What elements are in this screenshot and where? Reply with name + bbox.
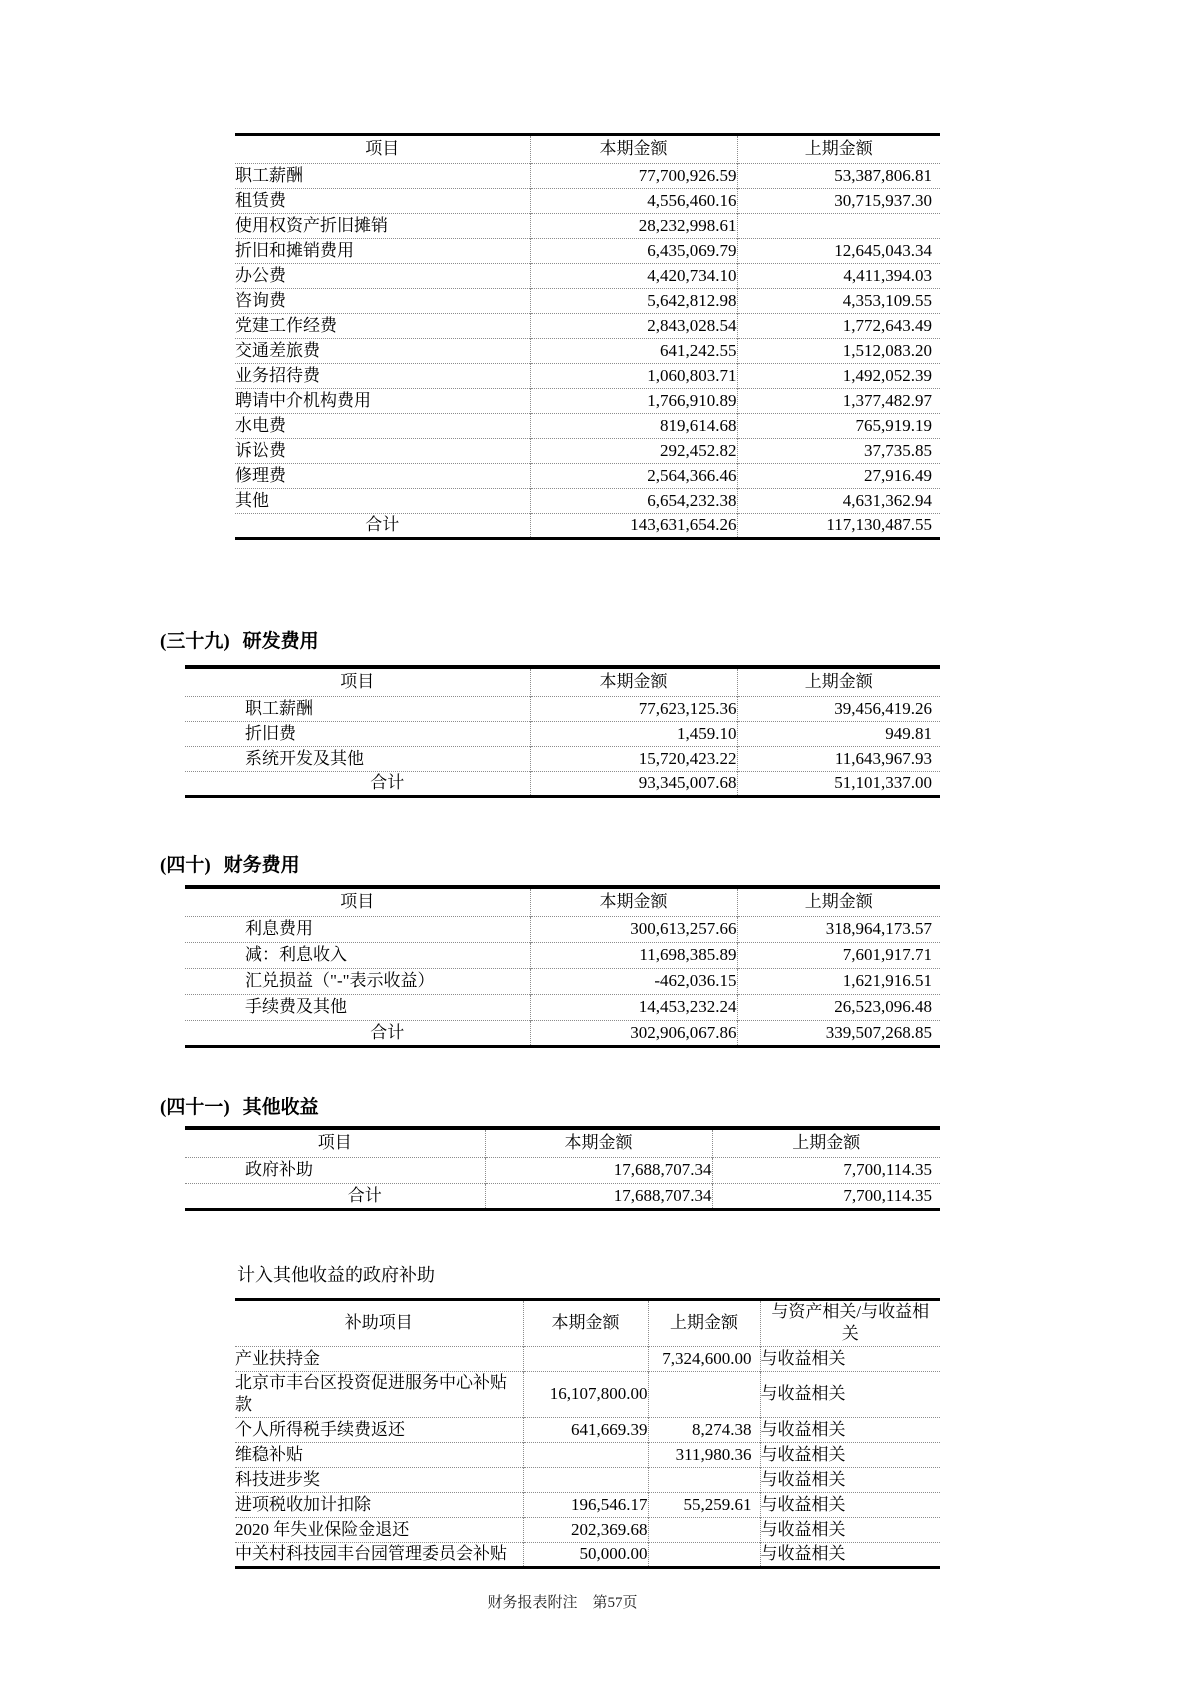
table-row: [235, 1371, 940, 1417]
row-item-label: 业务招待费: [235, 364, 530, 389]
row-item-label: 利息费用: [185, 917, 530, 943]
expense-items-table: [235, 133, 940, 540]
row-item-label: 折旧和摊销费用: [235, 239, 530, 264]
rnd-expenses-table: [185, 669, 940, 798]
total-label: 合计: [185, 772, 530, 797]
row-prior-amount: [737, 214, 940, 239]
row-relation-label: 与收益相关: [760, 1371, 940, 1417]
total-label: 合计: [185, 1184, 485, 1210]
table-row: [235, 314, 940, 339]
total-current-amount: 17,688,707.34: [485, 1184, 712, 1210]
row-current-amount: 202,369.68: [523, 1517, 648, 1542]
table-row: [235, 164, 940, 189]
col-header-item: 项目: [340, 672, 375, 692]
row-prior-amount: [648, 1517, 760, 1542]
row-current-amount: 1,459.10: [530, 722, 737, 747]
row-prior-amount: [648, 1542, 760, 1567]
col-header-item: 项目: [317, 1133, 352, 1153]
row-prior-amount: 26,523,096.48: [737, 995, 940, 1021]
row-prior-amount: 311,980.36: [648, 1442, 760, 1467]
table-row: [235, 364, 940, 389]
table-row: [185, 917, 940, 943]
table-row: [235, 1517, 940, 1542]
row-prior-amount: 1,512,083.20: [737, 339, 940, 364]
row-prior-amount: 37,735.85: [737, 439, 940, 464]
row-item-label: 折旧费: [185, 722, 530, 747]
table-row: [235, 214, 940, 239]
row-item-label: 职工薪酬: [235, 164, 530, 189]
row-prior-amount: [648, 1371, 760, 1417]
row-relation-label: 与收益相关: [760, 1442, 940, 1467]
row-item-label: 党建工作经费: [235, 314, 530, 339]
row-current-amount: [523, 1442, 648, 1467]
row-prior-amount: 27,916.49: [737, 464, 940, 489]
table-row: [235, 189, 940, 214]
table-row: [185, 722, 940, 747]
other-income-table: [185, 1130, 940, 1211]
table-row: [235, 439, 940, 464]
table-row: [235, 1417, 940, 1442]
col-header-prior-amount: 上期金额: [737, 135, 940, 164]
table-row: [235, 464, 940, 489]
row-prior-amount: 4,631,362.94: [737, 489, 940, 514]
total-prior-amount: 51,101,337.00: [737, 772, 940, 797]
row-current-amount: 2,564,366.46: [530, 464, 737, 489]
row-current-amount: 14,453,232.24: [530, 995, 737, 1021]
row-item-label: 聘请中介机构费用: [235, 389, 530, 414]
table-header-row: [235, 1300, 940, 1347]
table-row: [185, 969, 940, 995]
total-prior-amount: 339,507,268.85: [737, 1021, 940, 1047]
table-row: [235, 1492, 940, 1517]
table-row: [185, 943, 940, 969]
row-item-label: 修理费: [235, 464, 530, 489]
col-header-prior-amount: 上期金额: [737, 889, 940, 917]
page-footer: 财务报表附注 第57页: [487, 1594, 638, 1611]
row-current-amount: 6,654,232.38: [530, 489, 737, 514]
row-current-amount: 15,720,423.22: [530, 747, 737, 772]
row-subsidy-item-label: 中关村科技园丰台园管理委员会补贴: [235, 1542, 523, 1567]
row-relation-label: 与收益相关: [760, 1517, 940, 1542]
row-current-amount: 28,232,998.61: [530, 214, 737, 239]
row-prior-amount: 8,274.38: [648, 1417, 760, 1442]
table-header-row: [185, 889, 940, 917]
row-current-amount: 11,698,385.89: [530, 943, 737, 969]
row-prior-amount: 4,353,109.55: [737, 289, 940, 314]
row-subsidy-item-label: 个人所得税手续费返还: [235, 1417, 523, 1442]
total-label: 合计: [185, 1021, 530, 1047]
row-current-amount: 6,435,069.79: [530, 239, 737, 264]
row-current-amount: 641,669.39: [523, 1417, 648, 1442]
table-row: [235, 1442, 940, 1467]
row-current-amount: [523, 1467, 648, 1492]
row-item-label: 汇兑损益（"-"表示收益）: [185, 969, 530, 995]
row-item-label: 使用权资产折旧摊销: [235, 214, 530, 239]
total-row: [185, 1184, 940, 1210]
row-item-label: 减：利息收入: [185, 943, 530, 969]
row-prior-amount: 318,964,173.57: [737, 917, 940, 943]
row-current-amount: 77,700,926.59: [530, 164, 737, 189]
row-subsidy-item-label: 维稳补贴: [235, 1442, 523, 1467]
total-row: [185, 1021, 940, 1047]
row-current-amount: 77,623,125.36: [530, 697, 737, 722]
total-row: [235, 514, 940, 539]
row-prior-amount: 7,700,114.35: [712, 1158, 940, 1184]
table-row: [185, 1158, 940, 1184]
row-item-label: 诉讼费: [235, 439, 530, 464]
total-current-amount: 302,906,067.86: [530, 1021, 737, 1047]
row-prior-amount: 55,259.61: [648, 1492, 760, 1517]
col-header-current-amount: 本期金额: [485, 1130, 712, 1158]
row-prior-amount: 7,601,917.71: [737, 943, 940, 969]
section-heading-rnd: [160, 626, 1200, 653]
row-item-label: 政府补助: [185, 1158, 485, 1184]
section-title: 其他收益: [242, 1097, 319, 1118]
row-current-amount: 300,613,257.66: [530, 917, 737, 943]
section-title: 财务费用: [223, 855, 300, 876]
col-header-prior-amount: 上期金额: [712, 1130, 940, 1158]
row-current-amount: [523, 1346, 648, 1371]
row-current-amount: 5,642,812.98: [530, 289, 737, 314]
table-header-row: [185, 669, 940, 697]
row-prior-amount: 4,411,394.03: [737, 264, 940, 289]
total-current-amount: 93,345,007.68: [530, 772, 737, 797]
row-relation-label: 与收益相关: [760, 1492, 940, 1517]
row-prior-amount: 53,387,806.81: [737, 164, 940, 189]
table-row: [235, 1346, 940, 1371]
row-current-amount: 1,060,803.71: [530, 364, 737, 389]
row-subsidy-item-label: 产业扶持金: [235, 1346, 523, 1371]
section-number: (四十一): [160, 1097, 230, 1118]
row-current-amount: 50,000.00: [523, 1542, 648, 1567]
row-prior-amount: 11,643,967.93: [737, 747, 940, 772]
col-header-asset-or-income-related: 与资产相关/与收益相关: [760, 1300, 940, 1347]
table-row: [185, 697, 940, 722]
row-item-label: 水电费: [235, 414, 530, 439]
row-relation-label: 与收益相关: [760, 1542, 940, 1567]
row-item-label: 交通差旅费: [235, 339, 530, 364]
row-prior-amount: 949.81: [737, 722, 940, 747]
row-current-amount: 4,556,460.16: [530, 189, 737, 214]
row-subsidy-item-label: 进项税收加计扣除: [235, 1492, 523, 1517]
table-row: [235, 414, 940, 439]
section-title: 研发费用: [242, 631, 319, 652]
section-heading-finance: [160, 850, 1200, 877]
table-row: [235, 264, 940, 289]
row-prior-amount: 7,324,600.00: [648, 1346, 760, 1371]
row-relation-label: 与收益相关: [760, 1417, 940, 1442]
row-prior-amount: 1,621,916.51: [737, 969, 940, 995]
table-row: [235, 489, 940, 514]
col-header-current-amount: 本期金额: [530, 135, 737, 164]
table-header-row: [235, 135, 940, 164]
row-current-amount: 292,452.82: [530, 439, 737, 464]
row-item-label: 租赁费: [235, 189, 530, 214]
row-current-amount: 17,688,707.34: [485, 1158, 712, 1184]
gov-subsidy-table: [235, 1298, 940, 1569]
row-relation-label: 与收益相关: [760, 1346, 940, 1371]
total-prior-amount: 117,130,487.55: [737, 514, 940, 539]
row-prior-amount: 1,492,052.39: [737, 364, 940, 389]
row-subsidy-item-label: 北京市丰台区投资促进服务中心补贴款: [235, 1371, 523, 1417]
total-current-amount: 143,631,654.26: [530, 514, 737, 539]
table-row: [235, 1467, 940, 1492]
section-number: (三十九): [160, 631, 230, 652]
row-current-amount: 819,614.68: [530, 414, 737, 439]
row-item-label: 手续费及其他: [185, 995, 530, 1021]
table-row: [235, 389, 940, 414]
row-prior-amount: 1,772,643.49: [737, 314, 940, 339]
row-item-label: 系统开发及其他: [185, 747, 530, 772]
table-header-row: [185, 1130, 940, 1158]
row-current-amount: 1,766,910.89: [530, 389, 737, 414]
row-current-amount: 2,843,028.54: [530, 314, 737, 339]
row-subsidy-item-label: 科技进步奖: [235, 1467, 523, 1492]
finance-costs-table: [185, 889, 940, 1048]
row-current-amount: 4,420,734.10: [530, 264, 737, 289]
row-prior-amount: 1,377,482.97: [737, 389, 940, 414]
col-header-current-amount: 本期金额: [523, 1300, 648, 1347]
col-header-prior-amount: 上期金额: [737, 669, 940, 697]
row-prior-amount: 39,456,419.26: [737, 697, 940, 722]
row-prior-amount: 12,645,043.34: [737, 239, 940, 264]
row-prior-amount: 30,715,937.30: [737, 189, 940, 214]
col-header-current-amount: 本期金额: [530, 889, 737, 917]
total-prior-amount: 7,700,114.35: [712, 1184, 940, 1210]
gov-subsidy-heading: 计入其他收益的政府补助: [237, 1265, 435, 1285]
table-row: [235, 339, 940, 364]
row-subsidy-item-label: 2020 年失业保险金退还: [235, 1517, 523, 1542]
row-prior-amount: 765,919.19: [737, 414, 940, 439]
row-current-amount: -462,036.15: [530, 969, 737, 995]
table-row: [235, 239, 940, 264]
row-item-label: 办公费: [235, 264, 530, 289]
row-current-amount: 16,107,800.00: [523, 1371, 648, 1417]
total-label: 合计: [235, 514, 530, 539]
col-header-item: 项目: [340, 892, 375, 912]
row-item-label: 咨询费: [235, 289, 530, 314]
col-header-current-amount: 本期金额: [530, 669, 737, 697]
row-prior-amount: [648, 1467, 760, 1492]
total-row: [185, 772, 940, 797]
table-row: [235, 289, 940, 314]
row-relation-label: 与收益相关: [760, 1467, 940, 1492]
table-row: [185, 747, 940, 772]
table-row: [235, 1542, 940, 1567]
row-item-label: 其他: [235, 489, 530, 514]
section-number: (四十): [160, 855, 211, 876]
table-row: [185, 995, 940, 1021]
col-header-subsidy-item: 补助项目: [344, 1313, 413, 1333]
col-header-item: 项目: [365, 139, 400, 159]
col-header-prior-amount: 上期金额: [648, 1300, 760, 1347]
row-item-label: 职工薪酬: [185, 697, 530, 722]
row-current-amount: 196,546.17: [523, 1492, 648, 1517]
section-heading-other-income: [160, 1092, 1200, 1119]
row-current-amount: 641,242.55: [530, 339, 737, 364]
